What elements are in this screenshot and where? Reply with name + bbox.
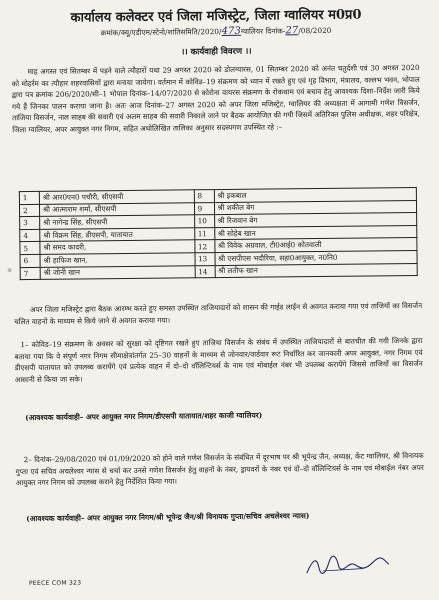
handwritten-signature [303, 552, 393, 579]
attendee-number: 6 [20, 254, 40, 267]
attendees-table [19, 187, 418, 280]
attendee-number: 8 [194, 190, 214, 203]
ref-number-handwritten: 473 [221, 25, 241, 37]
attendee-number: 14 [195, 265, 215, 278]
ref-middle: ग्वालियर दिनांक- [240, 26, 286, 36]
attendee-name: श्री समद कादरी, [40, 240, 195, 254]
attendee-name: श्री एसपीएस भदौरिया, सहा0आयुक्त, न0नि0 [215, 250, 418, 265]
attendee-number: 10 [194, 215, 214, 228]
reference-line [11, 24, 421, 39]
attendee-number: 13 [195, 253, 215, 266]
attendee-number: 3 [20, 217, 40, 230]
attendee-number: 7 [20, 267, 40, 280]
attendee-name: श्री इकबाल [214, 187, 417, 202]
attendee-name: श्री नागेन्द्र सिंह, सीएसपी [40, 215, 195, 229]
attendee-number: 1 [19, 191, 39, 204]
attendee-name: श्री शकील बेग [214, 200, 417, 215]
footer-code: PEECE COM 323 [28, 579, 82, 588]
attendee-name: श्री सोहेब खान [214, 225, 417, 240]
paragraph-point-1: 1– कोविड–19 संक्रमण के अवसर को सुरक्षा को दृष्टिगत रखते हुए ताजिया विसर्जन के संबंध में उपस्थित ताजियादारों से बातचीत की गयी जिनके द्वारा बताया गया कि वे संपूर्ण नगर निगम सीमाक्षेत्रांतर्गत 25–30 वाहनों के माध्यम से जोनवार/वार्डवार रूट निर्धारित कर जानकारी अपर आयुक्त, नगर निगम एवं डीएसपी यातायात को उपलब्ध करायेंगे एवं प्रत्येक वाहन में दो–दो वॉलिन्टियर्स के नाम एवं मोबाईल नंबर भी उपलब्ध करायेंगे जिससे ताजियों का विसर्जन आसानी से किया जा सके। [14, 335, 423, 384]
attendee-name: श्री जोनी खान [40, 265, 195, 279]
attendee-number: 11 [194, 227, 214, 240]
attendee-name: श्री आर0एन0 पचौरी, सीएसपी [39, 190, 194, 204]
attendee-name: श्री आत्माराम शर्मा, सीएसपी [39, 202, 194, 216]
paragraph-point-2: 2– दिनांक–29/08/2020 एवं 01/09/2020 को होने वाले गणेश विसर्जन के संबंधित में दूरभाष पर श्री भूपेन्द्र जैन, अध्यक्ष, केंट ग्वालियर, श्री विनायक गुप्ता एवं सचिव अचलेश्वर न्यास से चर्चा कर उनसे गणेश विसर्जन हेतु वाहनों के नंबर, ड्रायवरों के नंबर एवं दो–दो वॉलिन्टियर्स के नाम एवं मोबाईल नंबर अपर आयुक्त नगर निगम को उपलब्ध कराने हेतु निर्देशित किया गया। [15, 450, 424, 488]
ref-date-handwritten: 27 [285, 25, 299, 37]
attendee-number: 4 [20, 229, 40, 242]
letter-sheet [11, 4, 434, 598]
action-note-2: (आवश्यक कार्यवाही– अपर आयुक्त नगर निगम/श्री भूपेन्द्र जैन/श्री विनायक गुप्ता/सचिव अचलेश्वर न्यास) [26, 511, 310, 524]
ref-suffix: /08/2020 [298, 25, 332, 36]
attendee-number: 9 [194, 202, 214, 215]
paragraph-intro: माह अगस्त एवं सितम्बर में पड़ने वाले त्यौहारों यथा 29 अगस्त 2020 को डोलग्यारस, 01 सितम्बर 2020 को अनंत चतुर्दशी एवं 30 अगस्त 2020 को मोहर्रम का त्यौहार शहरवासियों द्वारा मनाया जायेगा। वर्तमान में कोविड–19 संक्रमण को ध्यान में रखते हुए एवं गृह विभाग, मंत्रालय, वल्लभ भवन, भोपाल द्वारा पत्र क्रमांक 206/2020/सी–1 भोपाल दिनांक–14/07/2020 से कोरोना वायरस संक्रमण के रोकथाम एवं बचाव हेतु आवश्यक दिशा–निर्देश जारी किये गये हैं जिनका पालन कराया जाना है। अतः आज दिनांक–27 अगस्त 2020 को अपर जिला मजिस्ट्रेट, ग्वालियर की अध्यक्षता में आगामी गणेश विसर्जन, ताजिया विसर्जन, नाल साहब की सवारी एवं अलम साहब की सवारी निकाले जाने पर बैठक आयोजित की गयी जिसमें अतिरिक्त पुलिस अधीक्षक, शहर परिक्षेत्र, जिला ग्वालियर, अपर आयुक्त नगर निगम, सहित अधोलिखित तालिका अनुसार सदस्यगण उपस्थित रहे :– [11, 62, 421, 135]
attendee-number: 5 [20, 242, 40, 255]
action-note-1: (आवश्यक कार्यवाही– अपर आयुक्त नगर निगम/डीएसपी यातायात/शहर काजी ग्वालियर) [25, 410, 263, 423]
office-title: कार्यालय कलेक्टर एवं जिला मजिस्ट्रेट, जिला ग्वालियर म0प्र0 [70, 7, 362, 26]
attendee-name: श्री विवेक अग्रवाल, टी0आई0 कोतवाली [214, 238, 417, 253]
punch-hole [8, 268, 12, 272]
attendee-name: श्री विक्रम सिंह, डीएसपी, यातायात [40, 228, 195, 242]
attendee-number: 2 [19, 204, 39, 217]
paragraph-meeting: अपर जिला मजिस्ट्रेट द्वारा बैठक आरम्भ करते हुए समस्त उपस्थित ताजियादारों को शासन की गाईड लाईन से अवगत कराया गया एवं ताजियों का विसर्जन चलित वाहनों के माध्यम से किये जाने से अवगत कराया गया। [14, 300, 423, 326]
attendee-name: श्री लतीफ खान [215, 263, 418, 278]
attendee-name: श्री हाफिज खान, [40, 253, 195, 267]
attendee-name: श्री रिजवान बेग [214, 213, 417, 228]
attendee-number: 12 [194, 240, 214, 253]
document-title: ।। कार्यवाही विवरण ।। [181, 46, 252, 58]
ref-prefix: क्रमांक/क्यू/एडीएम/स्टेनो/शांतिसमिति/2020/ [100, 26, 222, 38]
